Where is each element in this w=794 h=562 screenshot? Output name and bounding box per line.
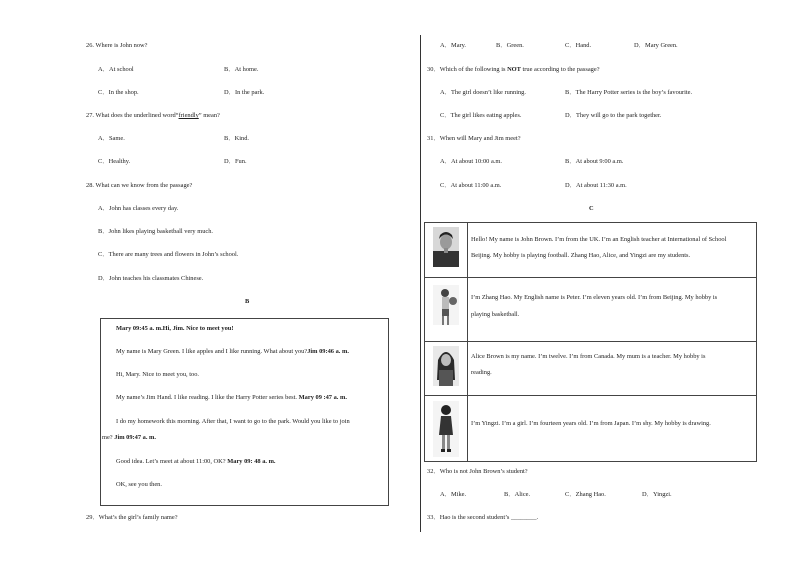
- chat-line-4: My name’s Jim Hand. I like reading. I like the Harry Potter series best. Mary 09 :47 a. m.: [116, 394, 347, 401]
- q28-option-c: C．There are many trees and flowers in John’s school.: [98, 251, 239, 258]
- section-c-heading: C: [589, 205, 594, 212]
- john-brown-photo: [433, 227, 459, 267]
- q30-option-a: A．The girl doesn’t like running.: [440, 89, 526, 96]
- q29-option-b: B．Green.: [496, 42, 524, 49]
- q26-option-c: C．In the shop.: [98, 89, 139, 96]
- chat-line-1: Mary 09:45 a. m.Hi, Jim. Nice to meet you!: [116, 325, 234, 332]
- q26-option-b: B．At home.: [224, 66, 259, 73]
- column-divider: [420, 35, 421, 532]
- q33-stem: 33．Hao is the second student’s ________.: [427, 514, 539, 521]
- q29-option-a: A．Mary.: [440, 42, 467, 49]
- q31-option-b: B．At about 9:00 a.m.: [565, 158, 624, 165]
- q28-option-d: D．John teaches his classmates Chinese.: [98, 275, 204, 282]
- q32-option-d: D．Yingzi.: [642, 491, 672, 498]
- c-row-1-line-2: Beijing. My hobby is playing football. Zhang Hao, Alice, and Yingzi are my students.: [471, 252, 691, 259]
- q29-stem: 29．What’s the girl’s family name?: [86, 514, 178, 521]
- q26-option-a: A．At school: [98, 66, 134, 73]
- chat-line-7: OK, see you then.: [116, 481, 162, 488]
- c-row-3-line-2: reading.: [471, 369, 492, 376]
- q30-option-b: B．The Harry Potter series is the boy’s favourite.: [565, 89, 693, 96]
- q27-option-b: B．Kind.: [224, 135, 250, 142]
- chat-line-5b: me? Jim 09:47 a. m.: [102, 434, 156, 441]
- q31-option-a: A．At about 10:00 a.m.: [440, 158, 502, 165]
- c-row-2-line-2: playing basketball.: [471, 311, 520, 318]
- yingzi-photo: [433, 401, 459, 457]
- q26-stem: 26. Where is John now?: [86, 42, 148, 49]
- c-row-4-line-1: I’m Yingzi. I’m a girl. I’m fourteen years old. I’m from Japan. I’m shy. My hobby is drawing.: [471, 420, 711, 427]
- chat-box: [100, 318, 389, 506]
- c-row-3-line-1: Alice Brown is my name. I’m twelve. I’m from Canada. My mum is a teacher. My hobby is: [471, 353, 706, 360]
- q27-stem: 27. What does the underlined word“friendly” mean?: [86, 112, 220, 119]
- underlined-word: friendly: [178, 112, 199, 119]
- q27-option-d: D．Fun.: [224, 158, 247, 165]
- q29-option-c: C．Hand.: [565, 42, 592, 49]
- chat-line-5: I do my homework this morning. After that, I want to go to the park. Would you like to join: [116, 418, 350, 425]
- table-row-border: [425, 277, 756, 278]
- table-row-border: [425, 341, 756, 342]
- chat-line-6: Good idea. Let’s meet at about 11:00, OK? Mary 09: 48 a. m.: [116, 458, 276, 465]
- q32-option-a: A．Mike.: [440, 491, 467, 498]
- q31-option-c: C．At about 11:00 a.m.: [440, 182, 502, 189]
- q27-option-a: A．Same.: [98, 135, 125, 142]
- q30-stem: 30．Which of the following is NOT true according to the passage?: [427, 66, 600, 73]
- q32-option-b: B．Alice.: [504, 491, 531, 498]
- chat-line-3: Hi, Mary. Nice to meet you, too.: [116, 371, 199, 378]
- q30-option-c: C．The girl likes eating apples.: [440, 112, 522, 119]
- section-b-heading: B: [245, 298, 250, 305]
- q28-option-b: B．John likes playing basketball very much.: [98, 228, 214, 235]
- q31-option-d: D．At about 11:30 a.m.: [565, 182, 627, 189]
- c-row-1-line-1: Hello! My name is John Brown. I’m from the UK. I’m an English teacher at International of School: [471, 236, 727, 243]
- zhang-hao-photo: [433, 285, 459, 325]
- table-column-line: [467, 223, 468, 461]
- alice-brown-photo: [433, 346, 459, 386]
- q29-option-d: D．Mary Green.: [634, 42, 678, 49]
- q32-option-c: C．Zhang Hao.: [565, 491, 606, 498]
- table-row-border: [425, 395, 756, 396]
- q28-option-a: A．John has classes every day.: [98, 205, 179, 212]
- c-row-2-line-1: I’m Zhang Hao. My English name is Peter. I’m eleven years old. I’m from Beijing. My hobby is: [471, 294, 718, 301]
- q32-stem: 32．Who is not John Brown’s student?: [427, 468, 528, 475]
- q26-option-d: D．In the park.: [224, 89, 265, 96]
- q27-option-c: C．Healthy.: [98, 158, 131, 165]
- chat-line-2: My name is Mary Green. I like apples and I like running. What about you?Jim 09:46 a. m.: [116, 348, 349, 355]
- q28-stem: 28. What can we know from the passage?: [86, 182, 193, 189]
- q31-stem: 31．When will Mary and Jim meet?: [427, 135, 521, 142]
- q30-option-d: D．They will go to the park together.: [565, 112, 662, 119]
